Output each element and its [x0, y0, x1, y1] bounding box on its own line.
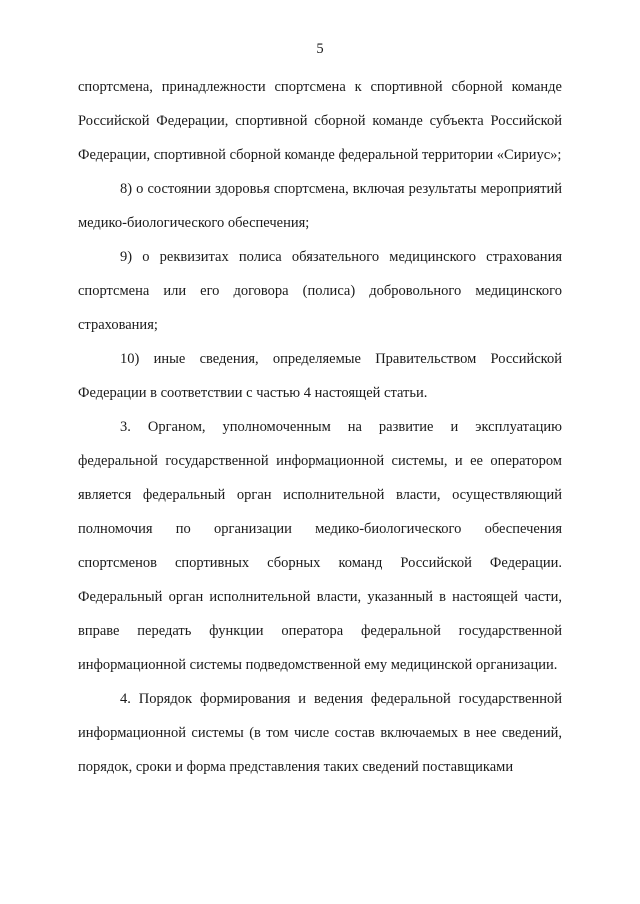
paragraph-item-10: 10) иные сведения, определяемые Правительством Российской Федерации в соответствии с частью 4 настоящей статьи.	[78, 351, 562, 401]
paragraph-part-3: 3. Органом, уполномоченным на развитие и эксплуатацию федеральной государственной информационной системы, и ее оператором является федеральный орган исполнительной власти, осуществляющий полномочия по организации медико-биологического обеспечения спортсменов спортивных сборных команд Российской Федерации. Федеральный орган исполнительной власти, указанный в настоящей части, вправе передать функции оператора федеральной государственной информационной системы подведомственной ему медицинской организации.	[78, 419, 562, 673]
paragraph-item-9: 9) о реквизитах полиса обязательного медицинского страхования спортсмена или его договора (полиса) добровольного медицинского страхования;	[78, 249, 562, 333]
page-number: 5	[316, 41, 324, 57]
paragraph-item-8: 8) о состоянии здоровья спортсмена, включая результаты мероприятий медико-биологического обеспечения;	[78, 181, 562, 231]
paragraph-continuation: спортсмена, принадлежности спортсмена к спортивной сборной команде Российской Федерации, спортивной сборной команде субъекта Российской Федерации, спортивной сборной команде федеральной территории «Сириус»;	[78, 79, 562, 163]
document-body	[78, 70, 562, 784]
paragraph-part-4: 4. Порядок формирования и ведения федеральной государственной информационной системы (в том числе состав включаемых в нее сведений, порядок, сроки и форма представления таких сведений поставщиками	[78, 691, 562, 775]
